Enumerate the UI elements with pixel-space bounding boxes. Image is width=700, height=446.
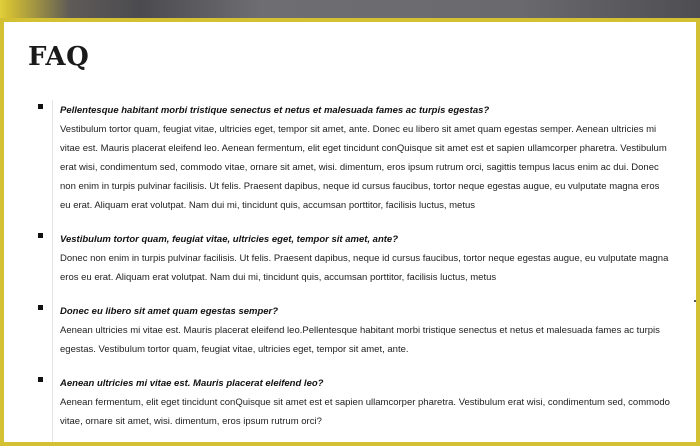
faq-item [0, 230, 700, 287]
faq-question: Vestibulum tortor quam, feugiat vitae, ultricies eget, tempor sit amet, ante? [60, 234, 399, 245]
bullet-icon [38, 305, 43, 310]
scroll-marker [694, 300, 696, 302]
bullet-icon [38, 104, 43, 109]
faq-answer: Donec non enim in turpis pulvinar facilisis. Ut felis. Praesent dapibus, neque id cursus faucibus, tortor neque egestas augue, eu vulputate magna eros eu erat. Aliquam erat volutpat. Nam dui mi, tincidunt quis, accumsan porttitor, facilisis luctus, metus [60, 253, 669, 283]
faq-answer: Aenean ultricies mi vitae est. Mauris placerat eleifend leo.Pellentesque habitant morbi tristique senectus et netus et malesuada fames ac turpis egestas. Vestibulum tortor quam, feugiat vitae, ultricies eget, tempor sit amet, ante. [60, 325, 660, 355]
faq-item [0, 101, 700, 215]
page-title: FAQ [28, 42, 90, 72]
faq-question: Aenean ultricies mi vitae est. Mauris placerat eleifend leo? [60, 378, 324, 389]
faq-item [0, 302, 700, 359]
faq-item [0, 374, 700, 431]
bullet-icon [38, 377, 43, 382]
top-banner-accent [0, 18, 700, 22]
faq-answer: Aenean fermentum, elit eget tincidunt conQuisque sit amet est et sapien ullamcorper pharetra. Vestibulum erat wisi, condimentum sed, commodo vitae, ornare sit amet, wisi. dimentum, eros ipsum rutrum orci? [60, 397, 670, 427]
faq-question: Pellentesque habitant morbi tristique senectus et netus et malesuada fames ac turpis egestas? [60, 105, 490, 116]
faq-list [0, 105, 700, 431]
faq-question: Donec eu libero sit amet quam egestas semper? [60, 306, 279, 317]
faq-answer: Vestibulum tortor quam, feugiat vitae, ultricies eget, tempor sit amet, ante. Donec eu libero sit amet quam egestas semper. Aenean ultricies mi vitae est. Mauris placerat eleifend leo. Aenean fermentum, elit eget tincidunt conQuisque sit amet est et sapien ullamcorper pharetra. Vestibulum erat wisi, condimentum sed, commodo vitae, ornare sit amet, wisi. dimentum, eros ipsum rutrum orci, sagittis tempus lacus enim ac dui. Donec non enim in turpis pulvinar facilisis. Ut felis. Praesent dapibus, neque id cursus faucibus, tortor neque egestas augue, eu vulputate magna eros eu erat. Aliquam erat volutpat. Nam dui mi, tincidunt quis, accumsan porttitor, facilisis luctus, metus [60, 124, 667, 211]
bullet-icon [38, 233, 43, 238]
